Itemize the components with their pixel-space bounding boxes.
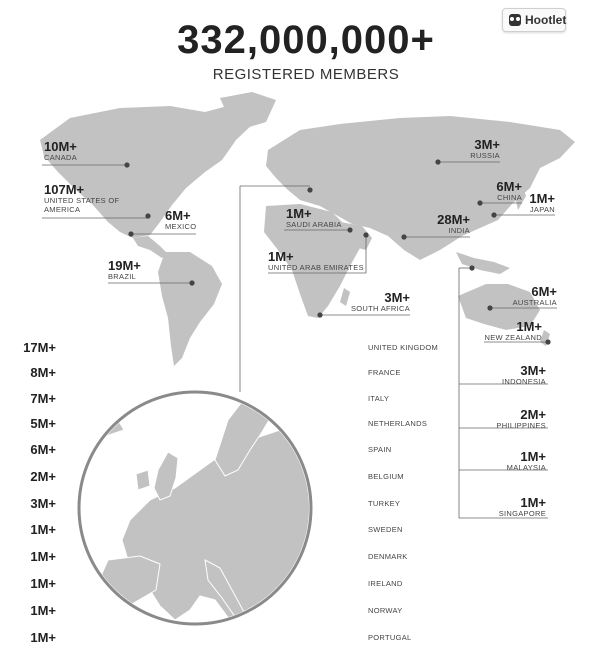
europe-value: 2M+: [30, 469, 56, 484]
label-value: 6M+: [531, 284, 557, 299]
label-india: [414, 213, 470, 236]
southeast-asia-islands: [456, 252, 510, 274]
label-uae: [268, 250, 364, 273]
europe-name: UNITED KINGDOM: [368, 343, 439, 352]
europe-value: 3M+: [30, 496, 56, 511]
label-australia: [497, 285, 557, 308]
label-value: 3M+: [384, 290, 410, 305]
europe-name: NORWAY: [368, 606, 403, 615]
label-name: RUSSIA: [470, 151, 500, 160]
label-name: MALAYSIA: [506, 463, 546, 472]
label-brazil: [108, 259, 141, 282]
europe-name: DENMARK: [368, 552, 408, 561]
label-malaysia: [478, 450, 546, 473]
label-value: 6M+: [165, 208, 191, 223]
label-japan: [515, 192, 555, 215]
label-name: SAUDI ARABIA: [286, 220, 342, 229]
europe-value: 1M+: [30, 603, 56, 618]
headline-total: 332,000,000+: [177, 18, 435, 62]
europe-value: 1M+: [30, 549, 56, 564]
label-name: PHILIPPINES: [496, 421, 546, 430]
label-name: SOUTH AFRICA: [350, 304, 410, 313]
europe-value: 1M+: [30, 576, 56, 591]
label-name: CANADA: [44, 153, 78, 162]
europe-name: FRANCE: [368, 368, 401, 377]
label-value: 6M+: [496, 179, 522, 194]
label-name: CHINA: [497, 193, 522, 202]
europe-value: 5M+: [30, 416, 56, 431]
europe-value: 8M+: [30, 365, 56, 380]
label-saudi-arabia: [286, 207, 342, 230]
label-value: 1M+: [268, 249, 294, 264]
label-name: UNITED ARAB EMIRATES: [268, 263, 364, 272]
label-russia: [440, 138, 500, 161]
label-value: 1M+: [516, 319, 542, 334]
europe-value: 1M+: [30, 522, 56, 537]
label-philippines: [478, 408, 546, 431]
ireland: [136, 470, 150, 490]
label-name: INDIA: [448, 226, 470, 235]
label-value: 1M+: [286, 206, 312, 221]
label-singapore: [478, 496, 546, 519]
label-usa: [44, 183, 134, 214]
label-name: MEXICO: [165, 222, 197, 231]
label-name: NEW ZEALAND: [484, 333, 542, 342]
europe-name: IRELAND: [368, 579, 403, 588]
europe-value: 1M+: [30, 630, 56, 645]
label-value: 1M+: [529, 191, 555, 206]
europe-name: BELGIUM: [368, 472, 404, 481]
europe-name: PORTUGAL: [368, 633, 412, 642]
label-name: UNITED STATES OF AMERICA: [44, 196, 120, 214]
label-value: 3M+: [520, 363, 546, 378]
label-value: 28M+: [437, 212, 470, 227]
label-indonesia: [478, 364, 546, 387]
europe-name: SWEDEN: [368, 525, 403, 534]
europe-value: 17M+: [23, 340, 56, 355]
label-value: 107M+: [44, 182, 85, 197]
label-name: JAPAN: [529, 205, 555, 214]
europe-value: 7M+: [30, 391, 56, 406]
label-value: 19M+: [108, 258, 141, 273]
label-name: BRAZIL: [108, 272, 137, 281]
brand-name: Hootlet: [525, 13, 567, 27]
south-america-landmass: [158, 252, 222, 366]
europe-name: ITALY: [368, 394, 390, 403]
label-value: 2M+: [520, 407, 546, 422]
label-south-africa: [330, 291, 410, 314]
label-name: AUSTRALIA: [512, 298, 557, 307]
headline-subtitle: REGISTERED MEMBERS: [212, 66, 400, 83]
label-name: INDONESIA: [502, 377, 546, 386]
label-value: 1M+: [520, 449, 546, 464]
central-america-landmass: [133, 236, 168, 258]
label-value: 3M+: [474, 137, 500, 152]
label-name: SINGAPORE: [498, 509, 546, 518]
europe-name: TURKEY: [368, 499, 401, 508]
label-mexico: [165, 209, 196, 232]
label-value: 10M+: [44, 139, 77, 154]
europe-name: SPAIN: [368, 445, 392, 454]
label-value: 1M+: [520, 495, 546, 510]
europe-value: 6M+: [30, 442, 56, 457]
europe-name: NETHERLANDS: [368, 419, 428, 428]
label-new-zealand: [480, 320, 542, 343]
label-canada: [44, 140, 77, 163]
